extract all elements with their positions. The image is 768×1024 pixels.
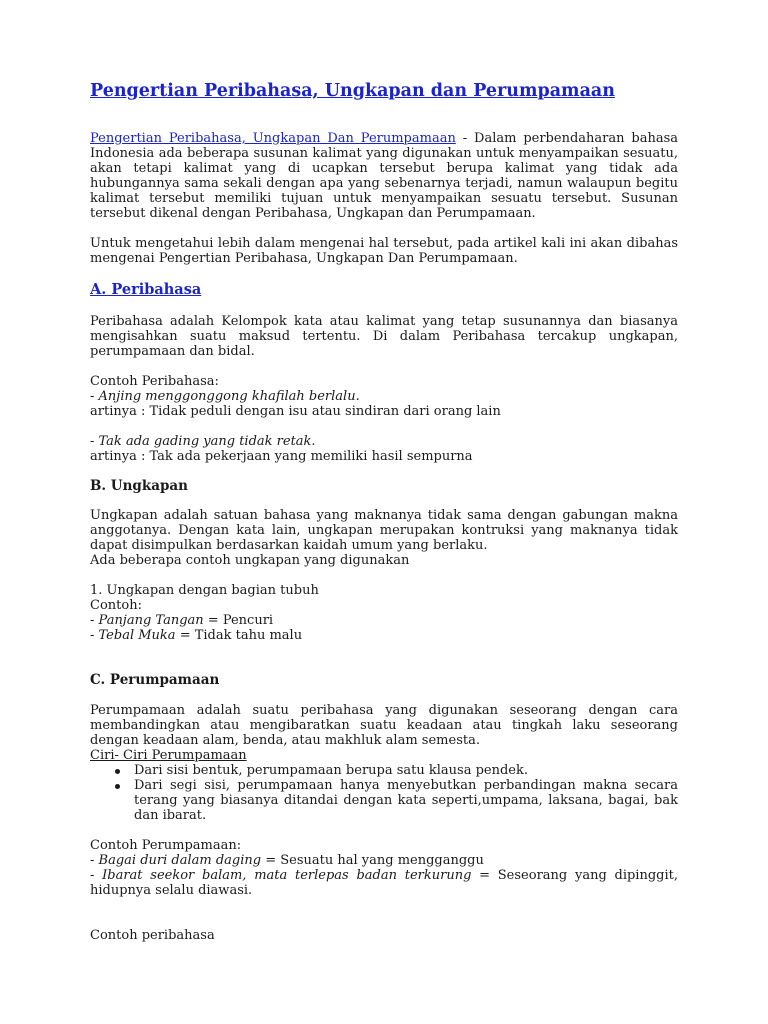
example-meaning: = Tidak tahu malu	[175, 628, 303, 643]
example-meaning: = Pencuri	[203, 613, 274, 628]
examples-label: Contoh Perumpamaan:	[90, 838, 242, 853]
example-row	[90, 628, 678, 643]
list-item: Dari sisi bentuk, perumpamaan berupa satu klausa pendek.	[90, 763, 678, 778]
list-item: Dari segi sisi, perumpamaan hanya menyebutkan perbandingan makna secara terang yang biasanya ditandai dengan kata seperti,umpama, laksana, bagai, bak dan ibarat.	[90, 778, 678, 823]
intro-link[interactable]: Pengertian Peribahasa, Ungkapan Dan Perumpamaan	[90, 131, 456, 146]
example-meaning: = Sesuatu hal yang mengganggu	[261, 853, 484, 868]
example-term: - Tebal Muka	[90, 628, 176, 643]
peribahasa-examples-2	[90, 434, 678, 464]
section-c-paragraph: Perumpamaan adalah suatu peribahasa yang digunakan seseorang dengan cara membandingkan atau mengibaratkan suatu keadaan atau tingkah laku seseorang dengan keadaan alam, benda, atau makhluk alam semesta.	[90, 703, 678, 748]
perumpamaan-examples	[90, 838, 678, 868]
page-title[interactable]: Pengertian Peribahasa, Ungkapan dan Perumpamaan	[90, 81, 615, 101]
example-meaning: artinya : Tak ada pekerjaan yang memiliki hasil sempurna	[90, 449, 473, 464]
intro2-paragraph: Untuk mengetahui lebih dalam mengenai hal tersebut, pada artikel kali ini akan dibahas mengenai Pengertian Peribahasa, Ungkapan Dan Perumpamaan.	[90, 236, 678, 266]
section-b-intro-line: Ada beberapa contoh ungkapan yang digunakan	[90, 553, 410, 568]
section-c-heading: C. Perumpamaan	[90, 672, 220, 688]
example-meaning: = Seseorang yang dipinggit, hidupnya selalu diawasi.	[90, 868, 678, 898]
footer-label: Contoh peribahasa	[90, 928, 215, 943]
ciri-label: Ciri- Ciri Perumpamaan	[90, 748, 247, 763]
example-row	[90, 613, 678, 628]
example-proverb: - Tak ada gading yang tidak retak.	[90, 434, 316, 449]
example-term: - Ibarat seekor balam, mata terlepas badan terkurung	[90, 868, 472, 883]
intro-text: - Dalam perbendaharan bahasa Indonesia ada beberapa susunan kalimat yang digunakan untuk menyampaikan sesuatu, akan tetapi kalimat yang di ucapkan tersebut berupa kalimat yang tidak ada hubungannya sama sekali dengan apa yang sebenarnya terjadi, namun walaupun begitu kalimat tersebut memiliki tujuan untuk menyampaikan sesuatu tersebut. Susunan tersebut dikenal dengan Peribahasa, Ungkapan dan Perumpamaan.	[90, 131, 678, 221]
section-a-heading[interactable]: A. Peribahasa	[90, 281, 202, 298]
ciri-list	[90, 763, 678, 823]
section-b-paragraph: Ungkapan adalah satuan bahasa yang maknanya tidak sama dengan gabungan makna anggotanya. Dengan kata lain, ungkapan merupakan kontruksi yang maknanya tidak dapat disimpulkan berdasarkan kaidah umum yang berlaku.	[90, 508, 678, 553]
example-proverb: - Anjing menggonggong khafilah berlalu.	[90, 389, 360, 404]
peribahasa-examples	[90, 374, 678, 419]
intro-paragraph	[90, 131, 678, 221]
list-item-heading: 1. Ungkapan dengan bagian tubuh	[90, 583, 319, 598]
example-meaning: artinya : Tidak peduli dengan isu atau sindiran dari orang lain	[90, 404, 501, 419]
example-term: - Panjang Tangan	[90, 613, 204, 628]
ungkapan-examples	[90, 583, 678, 643]
example-row-long	[90, 868, 678, 898]
section-a-paragraph: Peribahasa adalah Kelompok kata atau kalimat yang tetap susunannya dan biasanya mengisahkan suatu maksud tertentu. Di dalam Peribahasa tercakup ungkapan, perumpamaan dan bidal.	[90, 314, 678, 359]
example-row	[90, 853, 678, 868]
section-b-heading: B. Ungkapan	[90, 478, 188, 494]
contoh-label: Contoh:	[90, 598, 142, 613]
example-term: - Bagai duri dalam daging	[90, 853, 262, 868]
examples-label: Contoh Peribahasa:	[90, 374, 219, 389]
